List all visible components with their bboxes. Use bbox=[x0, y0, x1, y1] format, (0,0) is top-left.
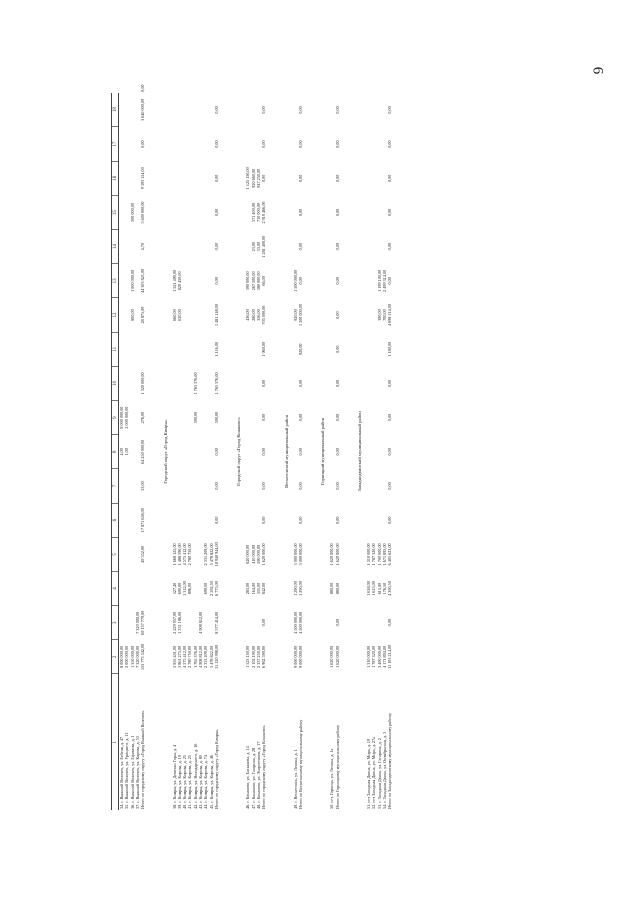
value-cell: 0,00 bbox=[213, 243, 219, 251]
value-cell: 17 871 658,00 bbox=[140, 508, 146, 533]
value-cell: 18 940 944,00 bbox=[213, 542, 219, 567]
value-cell: 0,00 bbox=[334, 243, 340, 251]
value-cell: 33,00 bbox=[140, 481, 146, 491]
value-cell: 0,00 bbox=[387, 448, 393, 456]
value-cell: 615,00 bbox=[376, 582, 382, 595]
value-cell: 0,00 bbox=[140, 140, 146, 148]
value-cell: 590 000,00 bbox=[255, 544, 261, 564]
column-number-14: 14 bbox=[112, 230, 119, 264]
column-number-7: 7 bbox=[112, 469, 119, 503]
value-cell: 0,00 bbox=[334, 619, 340, 627]
section-title: Весьегонский муниципальный район bbox=[283, 414, 289, 488]
value-cell: 0,00 bbox=[334, 482, 340, 490]
value-cell: 0,00 bbox=[334, 448, 340, 456]
value-cell: 436,00 bbox=[245, 309, 251, 321]
value-cell: 0,00 bbox=[387, 516, 393, 524]
value-cell: 2 780 750,00 bbox=[187, 645, 193, 668]
value-cell: 620 000,00 bbox=[245, 544, 251, 564]
address-cell: 47. г. Конаково, ул. Гагарина, д. 28 bbox=[250, 747, 256, 809]
value-cell: 1,00 bbox=[124, 448, 130, 456]
value-cell: 705 000,00 bbox=[261, 305, 267, 325]
value-cell: 280,00 bbox=[250, 309, 256, 321]
value-cell: 527,40 bbox=[171, 582, 177, 595]
value-cell: 0,00 bbox=[297, 208, 303, 217]
value-cell: 1 620 000,00 bbox=[334, 645, 340, 668]
value-cell: 820 450,00 bbox=[176, 271, 182, 291]
value-cell: 0,00 bbox=[387, 413, 393, 422]
value-cell: 5 600 000,00 bbox=[140, 201, 146, 224]
value-cell: 880,00 bbox=[329, 582, 335, 595]
value-cell: 4,70 bbox=[140, 243, 146, 251]
section-title: Горницкий муниципальный район bbox=[320, 417, 326, 485]
value-cell: 3 640 000,00 bbox=[140, 98, 146, 121]
value-cell: 0,00 bbox=[261, 413, 267, 422]
value-cell: 0,00 bbox=[213, 106, 219, 114]
value-cell: 2 592,50 bbox=[208, 581, 214, 596]
address-cell: Итого по городскому округу «Город Конаково» bbox=[261, 725, 267, 809]
value-cell: 4 500 000,00 bbox=[297, 611, 303, 634]
address-cell: 37. г. Вышний Волочек, ул. Кирова, д. 53 bbox=[134, 736, 140, 809]
value-cell: 4 908 812,00 bbox=[198, 645, 204, 668]
value-cell: 1 116,00 bbox=[213, 341, 219, 357]
value-cell: 0,00 bbox=[334, 311, 340, 319]
address-cell: 48. г. Конаково, ул. Энергетиков, д. 17 bbox=[255, 741, 261, 809]
spacer-row bbox=[304, 90, 316, 810]
spacer-row bbox=[268, 90, 280, 810]
value-cell: 699,00 bbox=[203, 582, 209, 595]
value-cell: 410 000,00 bbox=[250, 544, 256, 564]
value-cell: 690,00 bbox=[176, 582, 182, 595]
address-cell: Итого по городскому округу «Город Кимры» bbox=[213, 729, 219, 809]
section-title: Городской округ «Город Кимры» bbox=[162, 419, 168, 484]
value-cell: 4 575 412,00 bbox=[182, 645, 188, 668]
value-cell: 500 000,00 bbox=[129, 203, 135, 222]
column-number-11: 11 bbox=[112, 332, 119, 366]
total-row bbox=[387, 90, 393, 810]
value-cell: 4 500 000,00 bbox=[292, 611, 298, 634]
column-number-1: 1 bbox=[112, 674, 119, 810]
value-cell: 283,00 bbox=[245, 582, 251, 595]
value-cell: 2 337 250,00 bbox=[255, 645, 261, 668]
value-cell: 1 290,00 bbox=[292, 581, 298, 596]
value-cell: 0,00 bbox=[140, 84, 146, 92]
column-number-2: 2 bbox=[112, 640, 119, 674]
value-cell: 66,00 bbox=[261, 276, 267, 286]
address-cell: Итого по городскому округу «Город Вышний Волочек» bbox=[140, 710, 146, 809]
column-number-4: 4 bbox=[112, 571, 119, 605]
value-cell: 0,00 bbox=[261, 516, 267, 524]
value-cell: 4 300,50 bbox=[387, 581, 393, 596]
value-cell: 1 620 000,00 bbox=[329, 645, 335, 668]
column-number-17: 17 bbox=[112, 127, 119, 161]
value-cell: 0,00 bbox=[334, 277, 340, 285]
value-cell: 0,00 bbox=[387, 277, 393, 285]
value-cell: 5 478 822,00 bbox=[208, 645, 214, 668]
value-cell: 6 405 623,00 bbox=[387, 543, 393, 566]
value-cell: 1 787 320,00 bbox=[371, 645, 377, 668]
rotated-table-area bbox=[111, 84, 561, 810]
repair-program-table bbox=[111, 84, 394, 810]
value-cell: 7 320 000,00 bbox=[134, 611, 140, 634]
spacer-row bbox=[147, 90, 159, 810]
value-cell: 5 955 451,00 bbox=[171, 645, 177, 668]
value-cell: 1 787 320,00 bbox=[371, 543, 377, 566]
value-cell: 0,00 bbox=[297, 482, 303, 490]
value-cell: 1 000 000,00 bbox=[129, 269, 135, 292]
value-cell: 4 698 514,00 bbox=[387, 304, 393, 327]
address-cell: 52. пгт Западная Двина, ул. Мира, д. 27а bbox=[371, 737, 377, 809]
value-cell: 0,00 bbox=[213, 174, 219, 182]
value-cell: 2 499 314,00 bbox=[381, 269, 387, 292]
value-cell: 31 120 998,00 bbox=[213, 644, 219, 669]
value-cell: 1 523 150,00 bbox=[245, 645, 251, 668]
value-cell: 0,00 bbox=[261, 619, 267, 627]
value-cell: 335,00 bbox=[255, 582, 261, 595]
value-cell: 0,00 bbox=[334, 140, 340, 148]
value-cell: 2 331 209,00 bbox=[203, 543, 209, 566]
section-heading-row bbox=[159, 90, 172, 810]
value-cell: 896,00 bbox=[187, 582, 193, 595]
value-cell: 0,00 bbox=[213, 140, 219, 148]
address-cell: 49. г. Весьегонск, ул. Ленина, д. 1 bbox=[292, 749, 298, 809]
column-number-9: 9 bbox=[112, 401, 119, 435]
value-cell: 571 400,00 bbox=[250, 203, 256, 222]
value-cell: 1 620 000,00 bbox=[329, 543, 335, 566]
value-cell: 0,00 bbox=[213, 482, 219, 490]
value-cell: 0,00 bbox=[213, 277, 219, 285]
value-cell: 1 671 895,00 bbox=[381, 543, 387, 566]
column-number-6: 6 bbox=[112, 503, 119, 537]
value-cell: 276,00 bbox=[140, 411, 146, 424]
value-cell: 0,00 bbox=[387, 482, 393, 490]
value-cell: 2 000 000,00 bbox=[124, 406, 130, 429]
value-cell: 1 310 000,00 bbox=[366, 645, 372, 668]
value-cell: 0,00 bbox=[387, 174, 393, 182]
value-cell: 2 331 209,00 bbox=[203, 645, 209, 668]
value-cell: 1 310 000,00 bbox=[366, 543, 372, 566]
value-cell: 0,00 bbox=[261, 379, 267, 388]
value-cell: 1 765 376,00 bbox=[192, 372, 198, 395]
value-cell: 1 331 186,00 bbox=[176, 611, 182, 634]
address-cell: 43. г. Кимры, ул. Кирова, д. 80 bbox=[198, 755, 204, 809]
value-cell: 1 500 000,00 bbox=[292, 269, 298, 292]
spacer-row bbox=[341, 90, 353, 810]
value-cell: 1 350 000,00 bbox=[129, 645, 135, 668]
value-cell: 800,00 bbox=[129, 309, 135, 321]
address-cell: Итого по Весьегонскому муниципальному району bbox=[297, 719, 303, 809]
value-cell: 0,00 bbox=[261, 174, 267, 182]
value-cell: 28 875,00 bbox=[140, 306, 146, 324]
value-cell: 9 000 000,00 bbox=[292, 645, 298, 668]
value-cell: 9 000 000,00 bbox=[297, 645, 303, 668]
value-cell: 2 780 750,00 bbox=[187, 543, 193, 566]
value-cell: 1 620 000,00 bbox=[334, 543, 340, 566]
value-cell: 0,00 bbox=[297, 448, 303, 456]
value-cell: 0,00 bbox=[261, 140, 267, 148]
column-number-10: 10 bbox=[112, 366, 119, 400]
column-number-18: 18 bbox=[112, 93, 119, 127]
value-cell: 2 102 190,00 bbox=[250, 645, 256, 668]
value-cell: 0,00 bbox=[387, 106, 393, 114]
value-cell: 1 180,00 bbox=[387, 341, 393, 357]
address-cell: 36. г. Вышний Волочек, ул. Ефимова, д. 1 bbox=[129, 735, 135, 809]
column-number-3: 3 bbox=[112, 606, 119, 640]
spacer-row bbox=[220, 90, 232, 810]
address-cell: 50. пгт. Горница, ул. Ленина, д. 1а bbox=[329, 748, 335, 809]
address-cell: 53. г. Западная Двина, ул. Гагарина, д. 2 bbox=[376, 738, 382, 809]
value-cell: 8 000 000,00 bbox=[119, 406, 124, 429]
column-number-15: 15 bbox=[112, 195, 119, 229]
table-body bbox=[119, 84, 394, 810]
value-cell: 0,00 bbox=[297, 516, 303, 524]
value-cell: 2 229 957,00 bbox=[171, 611, 177, 634]
value-cell: 49 552,00 bbox=[140, 545, 146, 563]
section-heading-row bbox=[353, 90, 366, 810]
value-cell: 64 250 000,00 bbox=[140, 439, 146, 464]
value-cell: 0,00 bbox=[334, 345, 340, 353]
value-cell: 8 000 000,00 bbox=[119, 645, 124, 668]
section-heading-row bbox=[316, 90, 329, 810]
address-cell: Итого по Горницкому муниципальному району bbox=[334, 724, 340, 809]
value-cell: 1 290,00 bbox=[297, 581, 303, 596]
column-number-12: 12 bbox=[112, 298, 119, 332]
value-cell: 267 500,00 bbox=[250, 271, 256, 291]
section-heading-row bbox=[280, 90, 293, 810]
address-cell: 35. г. Вышний Волочек, ул. Урицкого, д. 11 bbox=[124, 732, 130, 809]
value-cell: 920,00 bbox=[297, 343, 303, 355]
value-cell: 44 303 821,00 bbox=[140, 268, 146, 293]
value-cell: 3 000 000,00 bbox=[292, 543, 298, 566]
value-cell: 590,00 bbox=[213, 411, 219, 424]
address-cell: 44. г. Кимры, ул. Кирова, д. 74 bbox=[203, 755, 209, 809]
section-heading-row bbox=[232, 90, 245, 810]
value-cell: 920 660,00 bbox=[250, 168, 256, 188]
value-cell: 0,00 bbox=[261, 482, 267, 490]
value-cell: 880,00 bbox=[334, 582, 340, 595]
column-number-13: 13 bbox=[112, 264, 119, 298]
value-cell: 0,00 bbox=[297, 379, 303, 388]
address-cell: 51. пгт Западная Двина, ул. Мира, д. 19 bbox=[366, 738, 372, 809]
value-cell: 390 000,00 bbox=[245, 271, 251, 291]
value-cell: 164,00 bbox=[250, 582, 256, 595]
value-cell: 390,00 bbox=[376, 309, 382, 321]
value-cell: 0,00 bbox=[334, 516, 340, 524]
value-cell: 356,00 bbox=[255, 309, 261, 321]
value-cell: 0,00 bbox=[387, 140, 393, 148]
value-cell: 0,00 bbox=[334, 413, 340, 422]
value-cell: 1 638,00 bbox=[366, 581, 372, 596]
value-cell: 0,00 bbox=[213, 516, 219, 524]
value-cell: 0,00 bbox=[213, 448, 219, 456]
value-cell: 2 919 466,00 bbox=[261, 201, 267, 224]
value-cell: 4 575 412,00 bbox=[182, 543, 188, 566]
value-cell: 6 962 590,00 bbox=[261, 645, 267, 668]
value-cell: 2 000 000,00 bbox=[124, 645, 130, 668]
value-cell: 842,00 bbox=[261, 582, 267, 595]
value-cell: 4,00 bbox=[119, 448, 124, 456]
address-cell: 42. г. Кимры, ул. Володарского, д. 16 bbox=[192, 743, 198, 809]
value-cell: 630,00 bbox=[176, 309, 182, 321]
value-cell: 69 137 779,00 bbox=[140, 610, 146, 635]
value-cell: 1 281 400,00 bbox=[261, 235, 267, 258]
value-cell: 4 171 894,00 bbox=[381, 645, 387, 668]
page-number: 6 bbox=[588, 66, 605, 75]
value-cell: 0,00 bbox=[297, 243, 303, 251]
value-cell: 0,00 bbox=[334, 379, 340, 388]
value-cell: 176,50 bbox=[381, 582, 387, 595]
value-cell: 0,00 bbox=[213, 208, 219, 217]
value-cell: 710 000,00 bbox=[255, 203, 261, 222]
value-cell: 9 393 154,00 bbox=[140, 167, 146, 190]
value-cell: 1 320 000,00 bbox=[140, 372, 146, 395]
value-cell: 3 400 000,00 bbox=[376, 645, 382, 668]
value-cell: 0,00 bbox=[387, 619, 393, 627]
value-cell: 153 773 542,00 bbox=[140, 643, 146, 670]
address-cell: Итого по Западнодвинскому муниципальному району bbox=[387, 713, 393, 809]
value-cell: 1 620 000,00 bbox=[261, 543, 267, 566]
value-cell: 1 488 590,00 bbox=[176, 543, 182, 566]
value-cell: 1 481 148,00 bbox=[213, 304, 219, 327]
address-cell: 38. г. Кимры, ул. Девичьи Горы, д. 4 bbox=[171, 744, 177, 809]
value-cell: 3 861 275,00 bbox=[176, 645, 182, 668]
value-cell: 0,00 bbox=[387, 208, 393, 217]
value-cell: 0,00 bbox=[297, 174, 303, 182]
value-cell: 1 765 376,00 bbox=[213, 372, 219, 395]
address-cell: 34. г. Вышний Волочек, ул. Бебеля, д. 47 bbox=[119, 736, 124, 809]
value-cell: 1 125 156,00 bbox=[245, 167, 251, 190]
address-cell: 46. г. Конаково, ул. Баскакова, д. 14 bbox=[245, 746, 251, 809]
value-cell: 0,00 bbox=[297, 277, 303, 285]
value-cell: 1 521 490,00 bbox=[171, 269, 177, 292]
value-cell: 0,00 bbox=[334, 106, 340, 114]
value-cell: 6 775,00 bbox=[213, 581, 219, 596]
value-cell: 1 668 125,00 bbox=[171, 543, 177, 566]
value-cell: 0,00 bbox=[261, 448, 267, 456]
value-cell: 0,00 bbox=[334, 174, 340, 182]
value-cell: 590,00 bbox=[192, 411, 198, 424]
value-cell: 947 250,00 bbox=[255, 168, 261, 188]
value-cell: 4 908 812,00 bbox=[198, 611, 204, 634]
value-cell: 23,00 bbox=[250, 241, 256, 252]
address-cell: 41. г. Кимры, ул. Кирова, д. 25 bbox=[187, 755, 193, 809]
value-cell: 0,00 bbox=[297, 140, 303, 148]
value-cell: 0,00 bbox=[387, 379, 393, 388]
value-cell: 11 105 214,00 bbox=[387, 644, 393, 669]
value-cell: 5 478 822,00 bbox=[208, 543, 214, 566]
value-cell: 33,00 bbox=[255, 241, 261, 252]
value-cell: 3 000 000,00 bbox=[297, 543, 303, 566]
address-cell: 40. г. Кимры, ул. Кирова, д. 25 bbox=[182, 755, 188, 809]
value-cell: 1 700 000,00 bbox=[376, 543, 382, 566]
section-title: Городской округ «Город Конаково» bbox=[236, 416, 242, 486]
section-title: Западнодвинский муниципальный район bbox=[357, 411, 363, 492]
value-cell: 1 500 000,00 bbox=[297, 304, 303, 327]
value-cell: 7 320 000,00 bbox=[134, 645, 140, 668]
column-number-16: 16 bbox=[112, 161, 119, 195]
value-cell: 1 765 376,00 bbox=[192, 645, 198, 668]
value-cell: 8 577 414,00 bbox=[213, 611, 219, 634]
value-cell: 0,00 bbox=[297, 413, 303, 422]
value-cell: 700,00 bbox=[381, 309, 387, 321]
column-number-5: 5 bbox=[112, 537, 119, 571]
value-cell: 920,00 bbox=[292, 309, 298, 321]
address-cell: 54. г. Западная Двина, ул. Октябрьская, д. 3 bbox=[381, 731, 387, 809]
value-cell: 0,00 bbox=[297, 106, 303, 114]
value-cell: 1 199 100,00 bbox=[376, 269, 382, 292]
address-cell: 45. г. Кимры, ул. Кирова, д. 46 bbox=[208, 755, 214, 809]
value-cell: 1 615,00 bbox=[371, 581, 377, 596]
address-cell: 39. г. Кимры, ул. Кирова, д. 10 bbox=[176, 755, 182, 809]
value-cell: 380 000,00 bbox=[255, 271, 261, 291]
value-cell: 660,00 bbox=[171, 309, 177, 321]
column-number-row bbox=[112, 90, 119, 810]
value-cell: 0,00 bbox=[334, 208, 340, 217]
value-cell: 1 312,00 bbox=[182, 581, 188, 596]
value-cell: 0,00 bbox=[387, 243, 393, 251]
value-cell: 0,00 bbox=[261, 106, 267, 114]
column-number-8: 8 bbox=[112, 435, 119, 469]
value-cell: 1 060,00 bbox=[261, 341, 267, 357]
